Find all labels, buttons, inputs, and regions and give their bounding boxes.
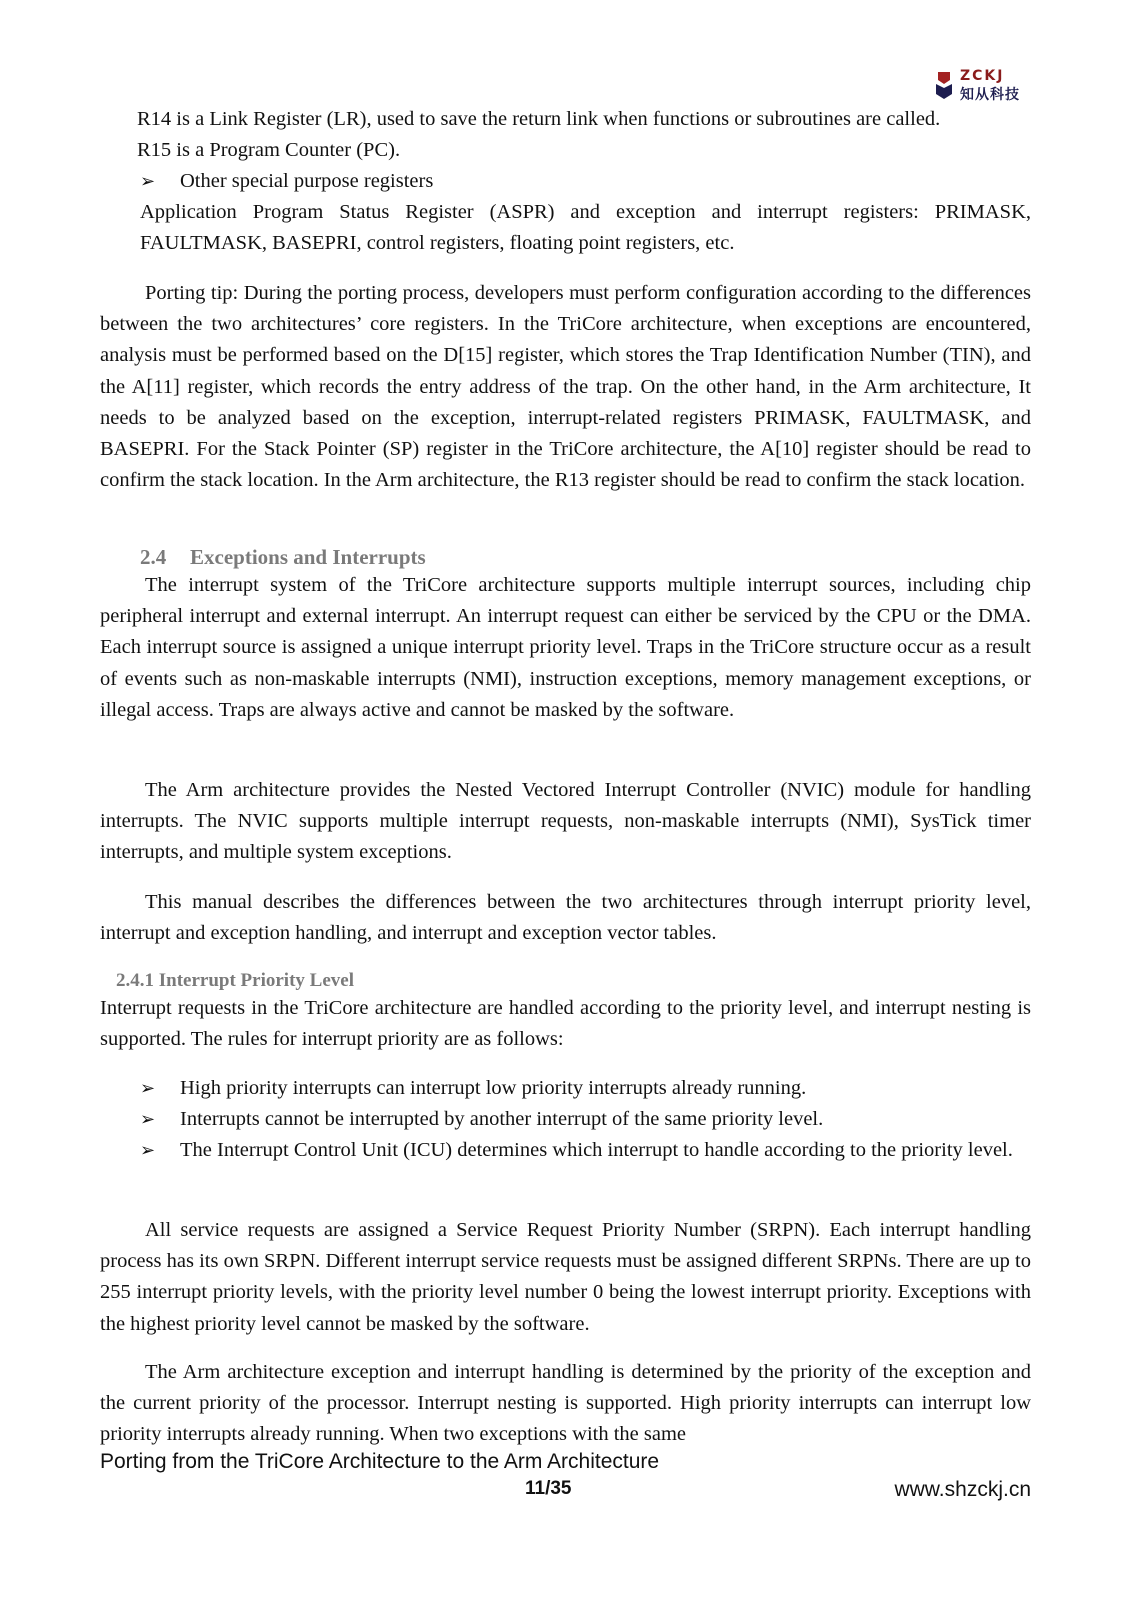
srpn-paragraph: All service requests are assigned a Service Request Priority Number (SRPN). Each interrupt handling process has its own SRPN. Different interrupt service requests must be assigned different SRPNs. There are up to 255 interrupt priority levels, with the priority level number 0 being the lowest interrupt priority. Exceptions with the highest priority level cannot be masked by the software. [100, 1219, 1031, 1335]
bullet-arrow-icon: ➢ [140, 1109, 156, 1130]
logo-mark-icon [934, 70, 954, 100]
logo-latin-text: ZCKJ [960, 68, 1005, 84]
company-logo [934, 68, 1034, 104]
section-heading-2-4 [140, 545, 426, 570]
footer-page-number: 11/35 [525, 1478, 572, 1499]
r14-line: R14 is a Link Register (LR), used to save the return link when functions or subroutines are called. [137, 108, 941, 130]
priority-intro-paragraph: Interrupt requests in the TriCore architecture are handled according to the priority level, and interrupt nesting is supported. The rules for interrupt priority are as follows: [100, 997, 1031, 1051]
priority-rule-bullet [140, 1104, 1031, 1135]
bullet-arrow-icon: ➢ [140, 1078, 156, 1099]
section-heading-2-4-1: 2.4.1 Interrupt Priority Level [116, 970, 354, 991]
section-number: 2.4 [140, 545, 167, 569]
priority-rule-bullet [140, 1135, 1031, 1166]
bullet-arrow-icon: ➢ [140, 1140, 156, 1161]
bullet-text: Interrupts cannot be interrupted by another interrupt of the same priority level. [180, 1108, 824, 1130]
bullet-text: The Interrupt Control Unit (ICU) determines which interrupt to handle according to the priority level. [180, 1139, 1013, 1161]
logo-chinese-text: 知从科技 [960, 87, 1020, 103]
bullet-other-registers [140, 166, 1031, 197]
aspr-paragraph: Application Program Status Register (ASPR) and exception and interrupt registers: PRIMASK, FAULTMASK, BASEPRI, control registers, floating point registers, etc. [140, 201, 1031, 255]
bullet-text: High priority interrupts can interrupt low priority interrupts already running. [180, 1077, 807, 1099]
priority-rule-bullet [140, 1073, 1031, 1104]
bullet-arrow-icon: ➢ [140, 171, 156, 192]
footer-website-link[interactable]: www.shzckj.cn [894, 1478, 1031, 1501]
bullet-text: Other special purpose registers [180, 170, 434, 192]
porting-tip-paragraph: Porting tip: During the porting process, developers must perform configuration according to the differences between the two architectures’ core registers. In the TriCore architecture, when exceptions are encountered, analysis must be performed based on the D[15] register, which stores the Trap Identification Number (TIN), and the A[11] register, which records the entry address of the trap. On the other hand, in the Arm architecture, It needs to be analyzed based on the exception, interrupt-related registers PRIMASK, FAULTMASK, and BASEPRI. For the Stack Pointer (SP) register in the TriCore architecture, the A[10] register should be read to confirm the stack location. In the Arm architecture, the R13 register should be read to confirm the stack location. [100, 282, 1031, 492]
interrupt-system-paragraph: The interrupt system of the TriCore architecture supports multiple interrupt sources, including chip peripheral interrupt and external interrupt. An interrupt request can either be serviced by the CPU or the DMA. Each interrupt source is assigned a unique interrupt priority level. Traps in the TriCore structure occur as a result of events such as non-maskable interrupts (NMI), instruction exceptions, memory management exceptions, or illegal access. Traps are always active and cannot be masked by the software. [100, 574, 1031, 721]
nvic-paragraph: The Arm architecture provides the Nested Vectored Interrupt Controller (NVIC) module for handling interrupts. The NVIC supports multiple interrupt requests, non-maskable interrupts (NMI), SysTick timer interrupts, and multiple system exceptions. [100, 779, 1031, 864]
r15-line: R15 is a Program Counter (PC). [137, 139, 401, 161]
section-title: Exceptions and Interrupts [190, 545, 426, 569]
manual-description-paragraph: This manual describes the differences between the two architectures through interrupt priority level, interrupt and exception handling, and interrupt and exception vector tables. [100, 891, 1031, 945]
footer-document-title: Porting from the TriCore Architecture to the Arm Architecture [100, 1450, 660, 1473]
arm-priority-paragraph: The Arm architecture exception and interrupt handling is determined by the priority of the exception and the current priority of the processor. Interrupt nesting is supported. High priority interrupts can interrupt low priority interrupts already running. When two exceptions with the same [100, 1361, 1031, 1446]
